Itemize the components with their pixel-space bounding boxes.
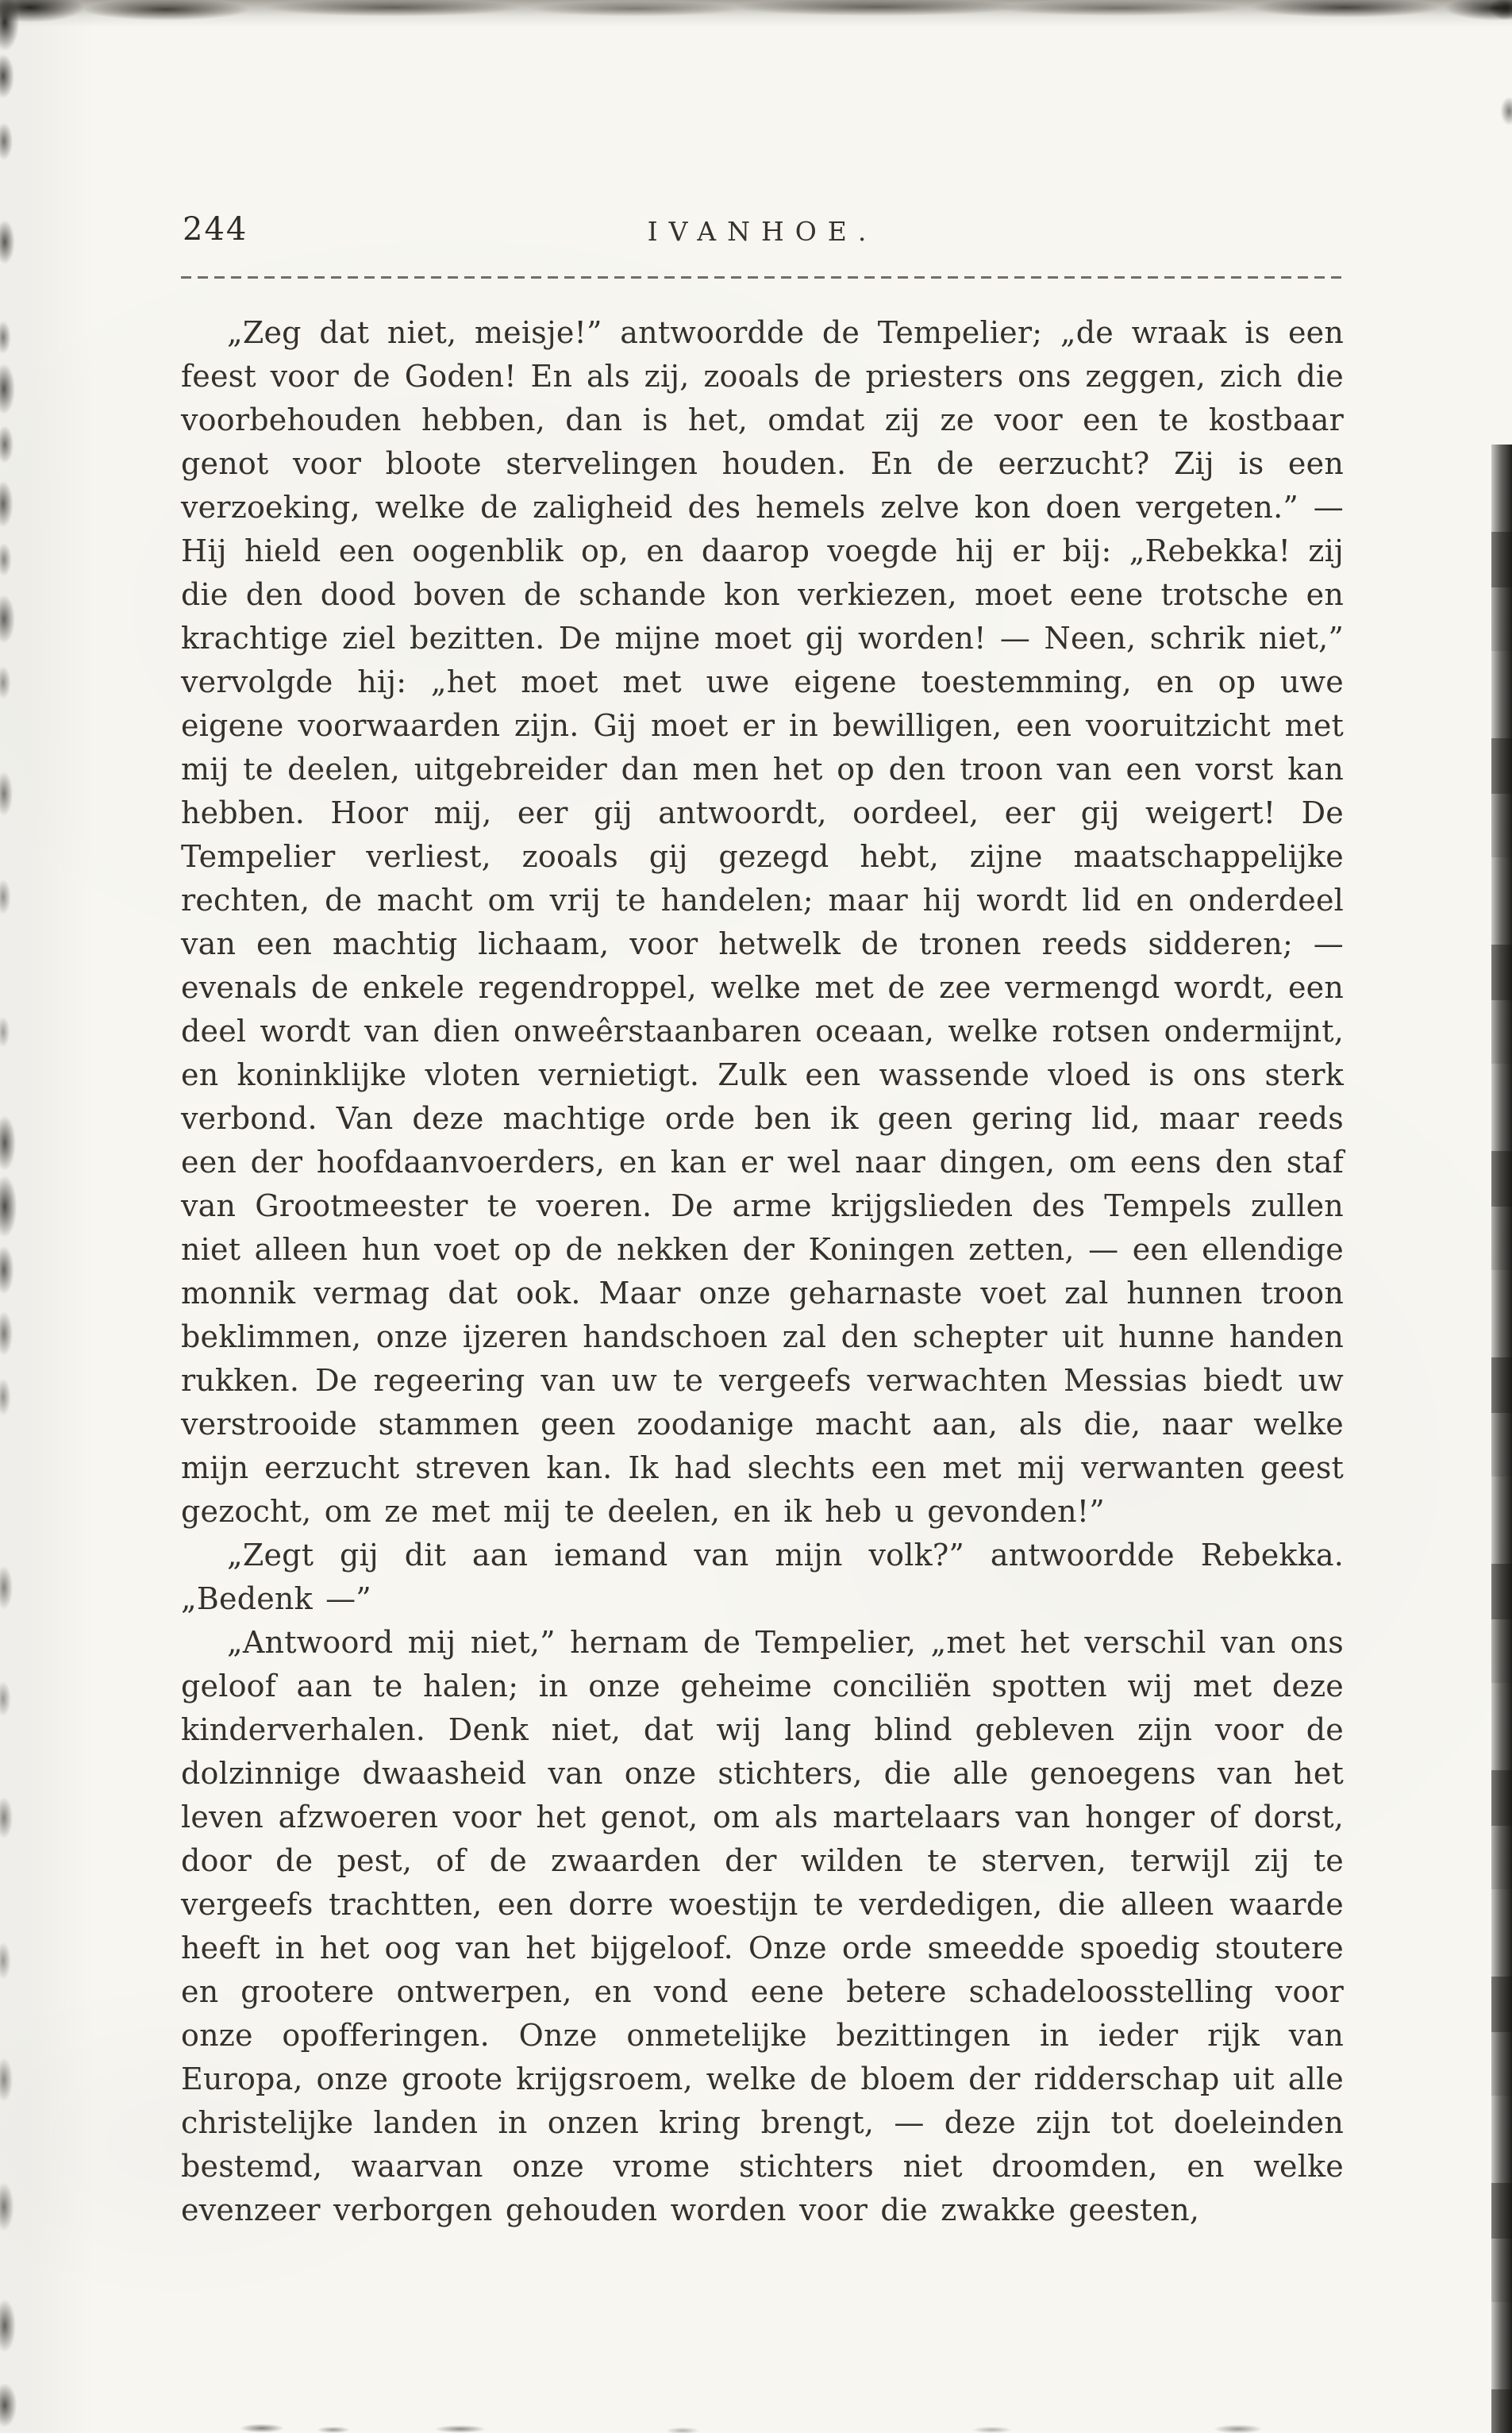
page-header [181, 211, 1344, 256]
page-body [181, 311, 1344, 2232]
paragraph: „Antwoord mij niet,” hernam de Tempelier, „met het verschil van ons geloof aan te halen; in onze geheime conciliën spotten wij met deze kinderverhalen. Denk niet, dat wij lang blind gebleven zijn voor de dolzinnige dwaasheid van onze stichters, die alle genoegens van het leven afzwoeren voor het genot, om als martelaars van honger of dorst, door de pest, of de zwaarden der wilden te sterven, terwijl zij te vergeefs trachtten, een dorre woestijn te verdedigen, die alleen waarde heeft in het oog van het bijgeloof. Onze orde smeedde spoedig stoutere en grootere ontwerpen, en vond eene betere schadeloosstelling voor onze opofferingen. Onze onmetelijke bezittingen in ieder rijk van Europa, onze groote krijgsroem, welke de bloem der ridderschap uit alle christelijke landen in onzen kring brengt, — deze zijn tot doeleinden bestemd, waarvan onze vrome stichters niet droomden, en welke evenzeer verborgen gehouden worden voor die zwakke geesten, [181, 1625, 1344, 2227]
paragraph: „Zeg dat niet, meisje!” antwoordde de Tempelier; „de wraak is een feest voor de Goden! En als zij, zooals de priesters ons zeggen, zich die voorbehouden hebben, dan is het, omdat zij ze voor een te kostbaar genot voor bloote stervelingen houden. En de eerzucht? Zij is een verzoeking, welke de zaligheid des hemels zelve kon doen vergeten.” — Hij hield een oogenblik op, en daarop voegde hij er bij: „Rebekka! zij die den dood boven de schande kon verkiezen, moet eene trotsche en krachtige ziel bezitten. De mijne moet gij worden! — Neen, schrik niet,” vervolgde hij: „het moet met uwe eigene toestemming, en op uwe eigene voorwaarden zijn. Gij moet er in bewilligen, een vooruitzicht met mij te deelen, uitgebreider dan men het op den troon van een vorst kan hebben. Hoor mij, eer gij antwoordt, oordeel, eer gij weigert! De Tempelier verliest, zooals gij gezegd hebt, zijne maatschappelijke rechten, de macht om vrij te handelen; maar hij wordt lid en onderdeel van een machtig lichaam, voor hetwelk de tronen reeds sidderen; — evenals de enkele regendroppel, welke met de zee vermengd wordt, een deel wordt van dien onweêrstaanbaren oceaan, welke rotsen ondermijnt, en koninklijke vloten vernietigt. Zulk een wassende vloed is ons sterk verbond. Van deze machtige orde ben ik geen gering lid, maar reeds een der hoofdaanvoerders, en kan er wel naar dingen, om eens den staf van Grootmeester te voeren. De arme krijgslieden des Tempels zullen niet alleen hun voet op de nekken der Koningen zetten, — een ellendige monnik vermag dat ook. Maar onze geharnaste voet zal hunnen troon beklimmen, onze ijzeren handschoen zal den schepter uit hunne handen rukken. De regeering van uw te vergeefs verwachten Messias biedt uw verstrooide stammen geen zoodanige macht aan, als die, naar welke mijn eerzucht streven kan. Ik had slechts een met mij verwanten geest gezocht, om ze met mij te deelen, en ik heb u gevonden!” [181, 315, 1344, 1529]
page-number: 244 [183, 211, 248, 248]
scan-artifact-left-edge [0, 0, 32, 2433]
running-title: IVANHOE. [647, 216, 878, 247]
scan-artifact-bottom-edge [0, 2409, 1512, 2433]
scan-artifact-top-edge [0, 0, 1512, 27]
scan-artifact-right-edge [1491, 445, 1512, 2433]
paragraph: „Zegt gij dit aan iemand van mijn volk?” antwoordde Rebekka. „Bedenk —” [181, 1538, 1344, 1616]
scan-artifact-top-right-corner [1456, 0, 1512, 135]
header-rule [181, 276, 1344, 279]
